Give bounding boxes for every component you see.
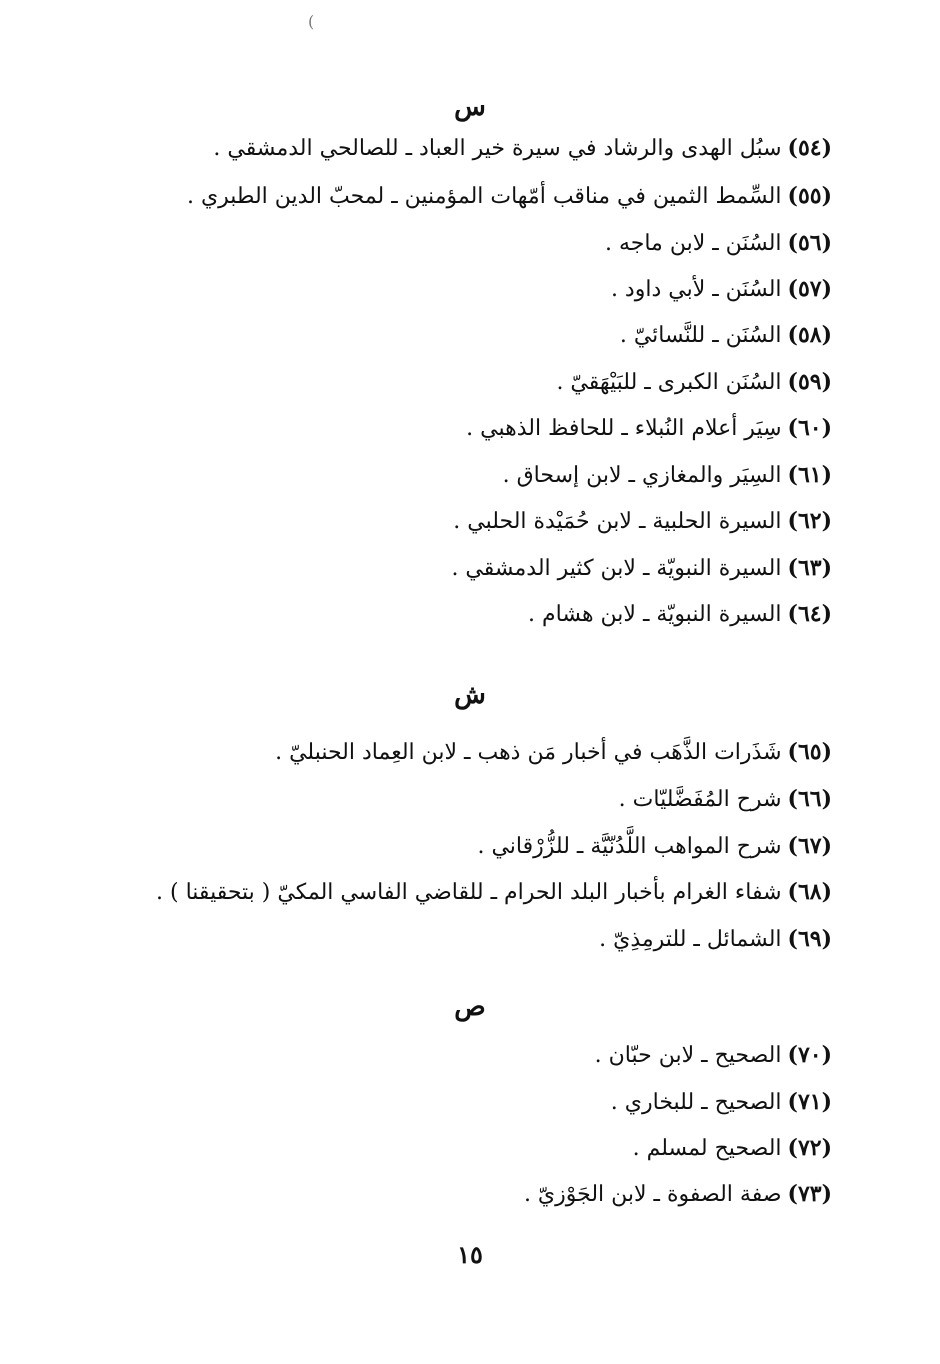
list-item <box>451 553 832 584</box>
list-item <box>605 228 832 259</box>
entry-number: (٦٢) <box>787 508 832 534</box>
entry-number: (٦٦) <box>787 786 832 812</box>
list-item <box>619 784 832 815</box>
entry-text: شرح المواهب اللَّدُنّيَّة ـ للزُّرْقاني . <box>477 834 782 859</box>
entry-text: شفاء الغرام بأخبار البلد الحرام ـ للقاضي الفاسي المكيّ ( بتحقيقنا ) . <box>156 880 782 905</box>
entry-number: (٦٣) <box>787 555 832 581</box>
entry-number: (٧١) <box>787 1089 832 1115</box>
entry-text: سبُل الهدى والرشاد في سيرة خير العباد ـ للصالحي الدمشقي . <box>213 136 782 161</box>
entry-text: سِيَر أعلام النُبلاء ـ للحافظ الذهبي . <box>466 416 782 441</box>
entry-text: شَذَرات الذَّهَب في أخبار مَن ذهب ـ لابن العِماد الحنبليّ . <box>275 740 782 765</box>
entry-number: (٧٠) <box>787 1042 832 1068</box>
entry-text: السِيَر والمغازي ـ لابن إسحاق . <box>502 463 782 488</box>
entry-text: السِّمط الثمين في مناقب أمّهات المؤمنين ـ لمحبّ الدين الطبري . <box>186 184 782 209</box>
section-heading-seen: س <box>454 92 486 122</box>
entry-number: (٥٦) <box>787 230 832 256</box>
entry-text: الصحيح ـ للبخاري . <box>610 1090 782 1115</box>
entry-number: (٦٥) <box>787 739 832 765</box>
section-heading-sheen: ش <box>454 680 486 710</box>
list-item <box>156 877 832 908</box>
entry-text: الشمائل ـ للترمِذِيّ . <box>599 927 782 952</box>
list-item <box>477 831 832 862</box>
list-item <box>599 924 832 955</box>
list-item <box>213 133 832 164</box>
list-item <box>524 1179 832 1210</box>
list-item <box>633 1133 832 1164</box>
entry-number: (٥٤) <box>787 135 832 161</box>
entry-text: شرح المُفَضَّليّات . <box>618 787 782 812</box>
list-item <box>620 320 832 351</box>
entry-text: السُنَن ـ لأبي داود . <box>610 277 782 302</box>
list-item <box>503 460 832 491</box>
entry-number: (٦٠) <box>787 415 832 441</box>
entry-number: (٦٧) <box>787 833 832 859</box>
page-number: ١٥ <box>457 1240 483 1269</box>
entry-number: (٥٨) <box>787 322 832 348</box>
list-item <box>528 599 832 630</box>
entry-text: السيرة النبويّة ـ لابن هشام . <box>528 602 782 627</box>
entry-number: (٥٩) <box>787 369 832 395</box>
entry-number: (٧٣) <box>787 1181 832 1207</box>
entry-number: (٦٩) <box>787 926 832 952</box>
list-item <box>611 274 832 305</box>
entry-number: (٥٧) <box>787 276 832 302</box>
entry-number: (٧٢) <box>787 1135 832 1161</box>
entry-text: السيرة الحلبية ـ لابن حُمَيْدة الحلبي . <box>453 509 782 534</box>
entry-number: (٦٤) <box>787 601 832 627</box>
entry-text: السُنَن الكبرى ـ للبَيْهَقيّ . <box>556 370 782 395</box>
entry-text: السُنَن ـ لابن ماجه . <box>604 231 782 256</box>
entry-text: السُنَن ـ للنَّسائيّ . <box>619 323 782 348</box>
entry-number: (٦١) <box>787 462 832 488</box>
entry-number: (٥٥) <box>787 183 832 209</box>
list-item <box>595 1040 832 1071</box>
section-heading-sad: ص <box>454 992 486 1022</box>
top-mark: ( <box>308 12 315 31</box>
list-item <box>466 413 832 444</box>
entry-text: السيرة النبويّة ـ لابن كثير الدمشقي . <box>451 556 782 581</box>
entry-text: الصحيح ـ لابن حبّان . <box>594 1043 782 1068</box>
entry-text: الصحيح لمسلم . <box>632 1136 782 1161</box>
list-item <box>611 1087 832 1118</box>
list-item <box>453 506 832 537</box>
entry-number: (٦٨) <box>787 879 832 905</box>
list-item <box>275 737 832 768</box>
list-item <box>556 367 832 398</box>
list-item <box>187 181 832 212</box>
entry-text: صفة الصفوة ـ لابن الجَوْزيّ . <box>523 1182 782 1207</box>
